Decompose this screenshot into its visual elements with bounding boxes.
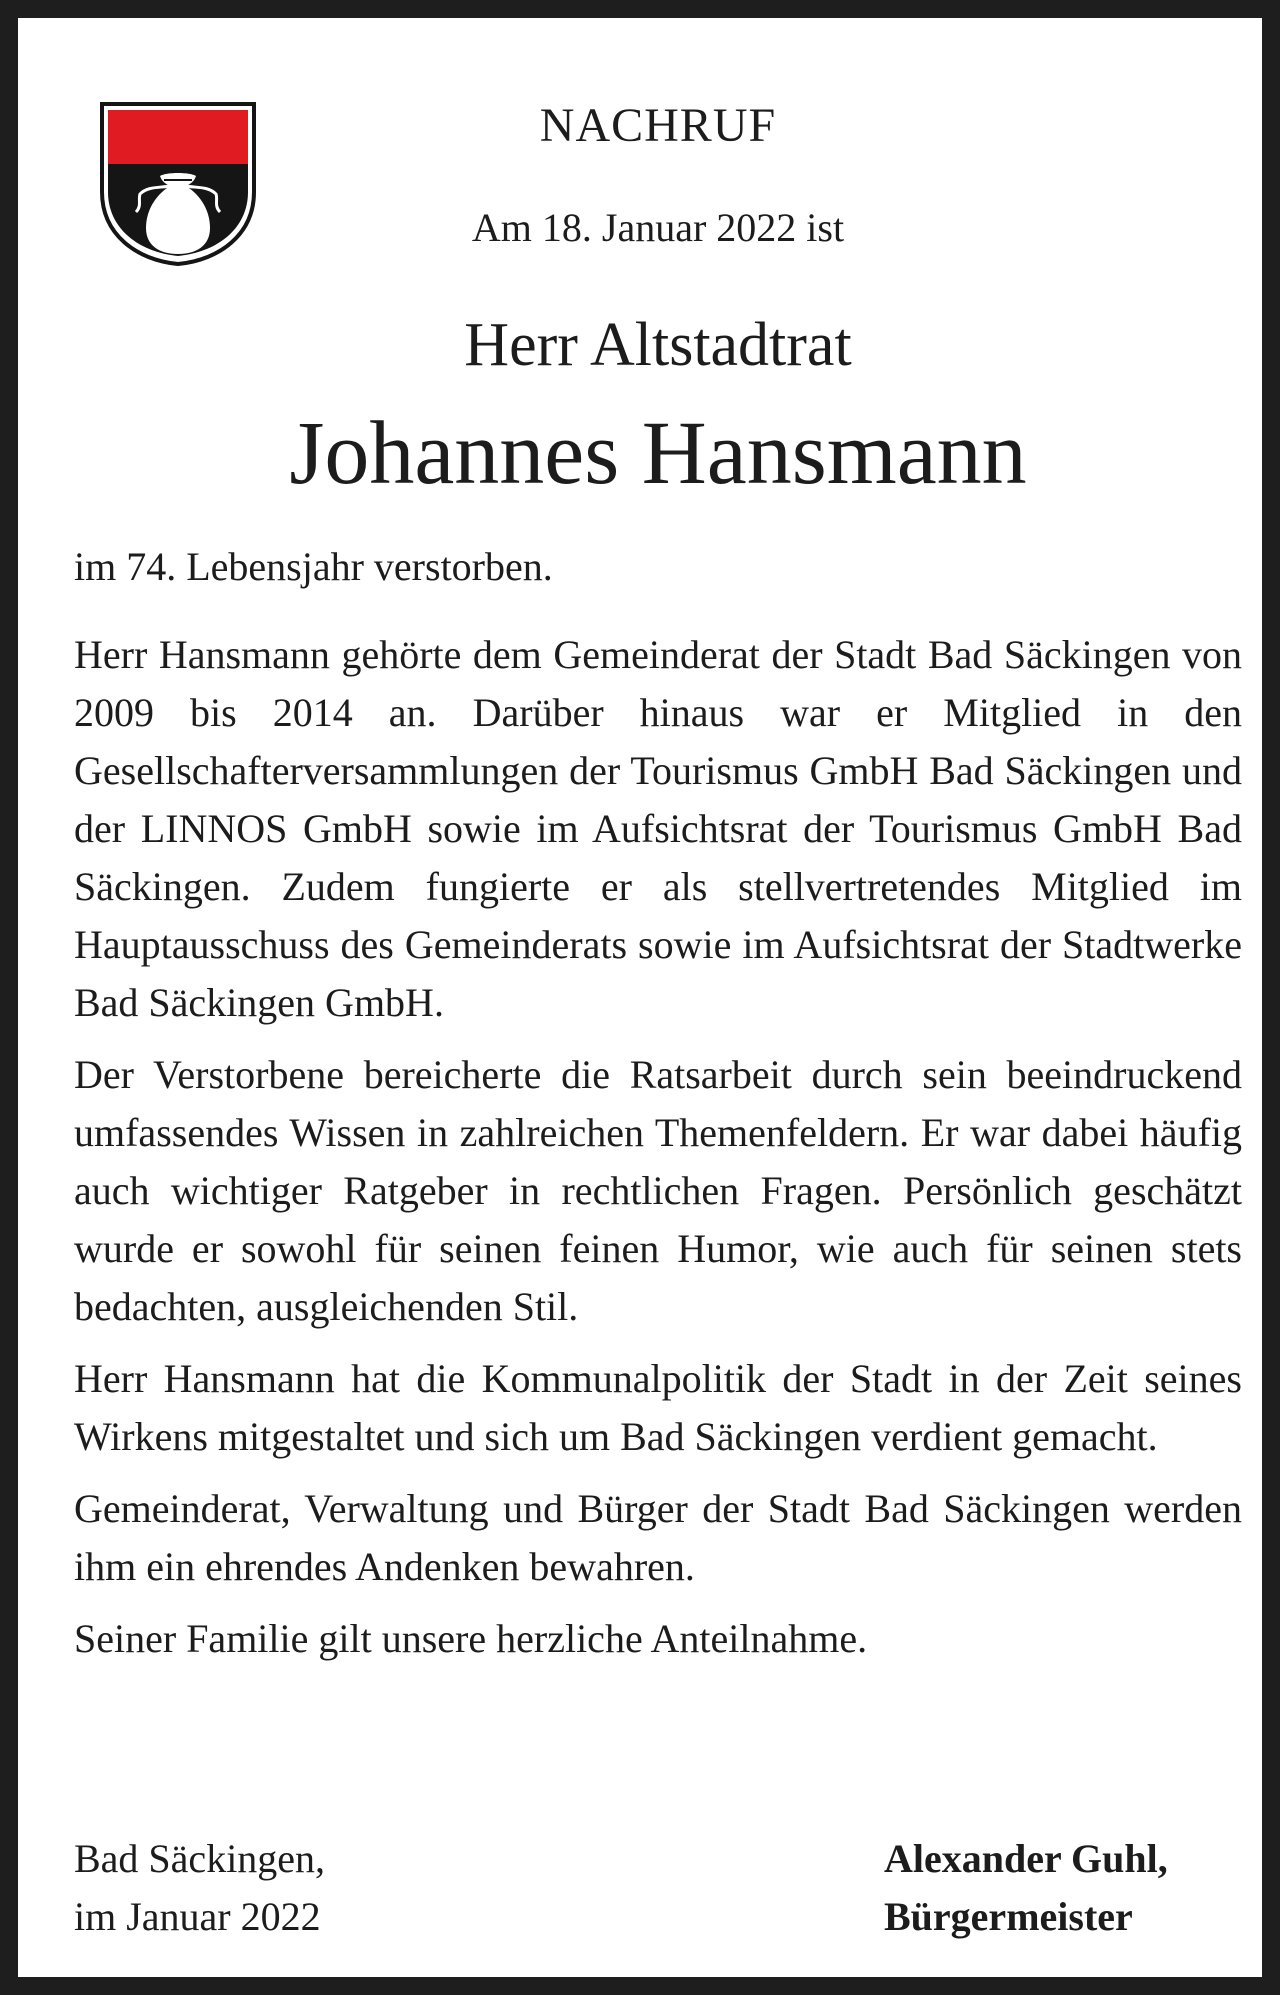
signature-place: Bad Säckingen, — [74, 1836, 326, 1881]
death-date-line: Am 18. Januar 2022 ist — [471, 205, 845, 250]
deceased-name: Johannes Hansmann — [289, 404, 1027, 503]
signature-date: im Januar 2022 — [74, 1894, 321, 1939]
deceased-honorific: Herr Altstadtrat — [464, 311, 852, 379]
notice-title: NACHRUF — [539, 99, 777, 152]
paragraph-condolence: Seiner Familie gilt unsere herzliche Anteilnahme. — [74, 1616, 868, 1661]
signer — [884, 1830, 1168, 1946]
obituary-body — [74, 538, 1242, 1682]
signer-role: Bürgermeister — [884, 1894, 1133, 1939]
paragraph-remembrance: Gemeinderat, Verwaltung und Bürger der Stadt Bad Säckingen werden ihm ein ehrendes Andenken bewahren. — [74, 1486, 1242, 1589]
intro-line: im 74. Lebensjahr verstorben. — [74, 544, 553, 589]
signer-name: Alexander Guhl, — [884, 1836, 1168, 1881]
paragraph-politics: Herr Hansmann hat die Kommunalpolitik der Stadt in der Zeit seines Wirkens mitgestaltet und sich um Bad Säckingen verdient gemacht. — [74, 1356, 1242, 1459]
place-and-date — [74, 1830, 325, 1946]
paragraph-merits: Der Verstorbene bereicherte die Ratsarbeit durch sein beeindruckend umfassendes Wissen in zahlreichen Themenfeldern. Er war dabei häufig auch wichtiger Ratgeber in rechtlichen Fragen. Persönlich geschätzt wurde er sowohl für seinen feinen Humor, wie auch für seinen stets bedachten, ausgleichenden Stil. — [74, 1052, 1242, 1329]
paragraph-career: Herr Hansmann gehörte dem Gemeinderat der Stadt Bad Säckingen von 2009 bis 2014 an. Darüber hinaus war er Mitglied in den Gesellschafterversammlungen der Tourismus GmbH Bad Säckingen und der LINNOS GmbH sowie im Aufsichtsrat der Tourismus GmbH Bad Säckingen. Zudem fungierte er als stellvertretendes Mitglied im Hauptausschuss des Gemeinderats sowie im Aufsichtsrat der Stadtwerke Bad Säckingen GmbH. — [74, 632, 1242, 1025]
